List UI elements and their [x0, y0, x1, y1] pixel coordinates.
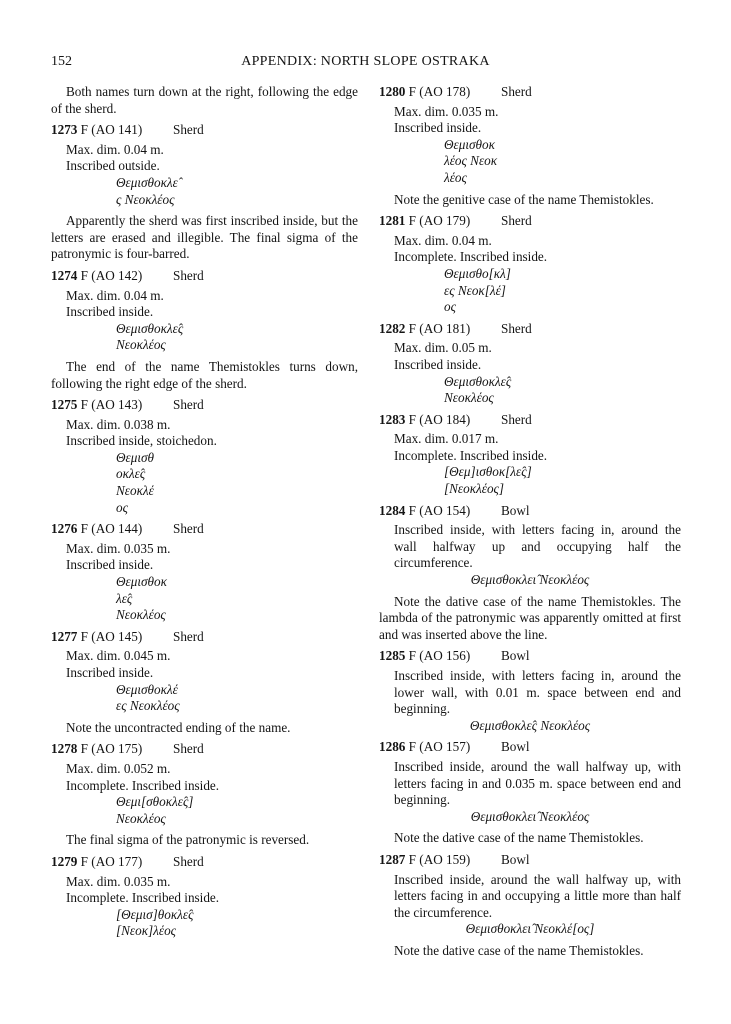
- object-type: Sherd: [501, 411, 532, 427]
- inventory-number: F (AO 181): [408, 320, 471, 336]
- entry-heading: [51, 397, 358, 414]
- inscription-line: ος: [116, 499, 128, 515]
- inventory-number: F (AO 156): [408, 648, 471, 664]
- entry-number: 1286: [379, 739, 406, 755]
- entry-number: 1274: [51, 267, 78, 283]
- entry-number-and-inventory: [51, 397, 173, 414]
- inscription-line: Θεμισθοκ: [444, 136, 495, 152]
- object-type: Bowl: [501, 739, 530, 755]
- inscription-line: Θεμισθοκλέ: [116, 681, 178, 697]
- entry-heading: [379, 321, 681, 338]
- entry-number: 1282: [379, 320, 406, 336]
- entry-number: 1276: [51, 521, 78, 537]
- description-line: Inscribed inside.: [66, 665, 154, 680]
- inscription-line: [Θεμισ]θοκλε̂ς: [116, 906, 194, 922]
- description-line: Incomplete. Inscribed inside.: [66, 777, 220, 793]
- catalog-entry: [379, 213, 681, 316]
- inscription-line: Θεμισθοκλει̂ Νεοκλέ[ος]: [465, 921, 595, 937]
- inscription-line: Νεοκλέος: [116, 810, 166, 826]
- inventory-number: F (AO 159): [408, 851, 471, 867]
- description-text: Inscribed inside, with letters facing in, around the lower wall, with 0.01 m. space between end and beginning.: [394, 668, 681, 717]
- catalog-entry: [379, 412, 681, 498]
- inventory-number: F (AO 177): [80, 853, 143, 869]
- catalog-entry: [379, 739, 681, 825]
- object-type: Sherd: [173, 853, 204, 869]
- description-line: Max. dim. 0.05 m.: [394, 340, 492, 356]
- entry-heading: [51, 521, 358, 538]
- inscription-line: ες Νεοκ[λέ]: [444, 282, 506, 298]
- entry-heading: [379, 503, 681, 520]
- description-line: Max. dim. 0.035 m.: [66, 540, 171, 556]
- description-line: Max. dim. 0.052 m.: [66, 760, 171, 776]
- description-text: Inscribed inside, with letters facing in, around the wall halfway up and occupying half the circumference.: [394, 522, 681, 571]
- page-number: 152: [51, 54, 72, 69]
- entry-number: 1277: [51, 628, 78, 644]
- entry-number: 1287: [379, 851, 406, 867]
- description-line: Inscribed inside.: [66, 557, 154, 573]
- description-line: Max. dim. 0.038 m.: [66, 416, 171, 432]
- catalog-entry: [51, 122, 358, 208]
- entry-number-and-inventory: [379, 412, 501, 429]
- object-type: Sherd: [173, 741, 204, 757]
- object-type: Bowl: [501, 648, 530, 664]
- inscription-line: Νεοκλέ: [116, 483, 154, 499]
- description-line: Max. dim. 0.045 m.: [66, 648, 171, 664]
- description-line: Max. dim. 0.04 m.: [66, 141, 164, 157]
- inventory-number: F (AO 143): [80, 397, 143, 413]
- inscription-line: Θεμισθο[κλ]: [444, 265, 511, 281]
- inventory-number: F (AO 145): [80, 628, 143, 644]
- commentary-note: Apparently the sherd was first inscribed inside, but the letters are erased and illegible. The final sigma of the patronymic is four-barred.: [51, 213, 358, 262]
- inventory-number: F (AO 157): [408, 739, 471, 755]
- catalog-entry: [51, 629, 358, 715]
- entry-number: 1284: [379, 502, 406, 518]
- entry-number: 1285: [379, 648, 406, 664]
- entry-heading: [379, 84, 681, 101]
- inscription-line: Θεμισθοκλει̂ Νεοκλέος: [470, 808, 590, 824]
- object-type: Sherd: [173, 122, 204, 138]
- inscription-line: Θεμισθοκλε̂ς: [444, 373, 512, 389]
- entry-heading: [379, 213, 681, 230]
- object-type: Sherd: [501, 84, 532, 99]
- entry-heading: [379, 852, 681, 869]
- description-line: Inscribed outside.: [66, 158, 160, 174]
- catalog-entry: [379, 648, 681, 734]
- catalog-entry: [51, 397, 358, 516]
- description-line: Inscribed inside, stoichedon.: [66, 433, 217, 449]
- object-type: Bowl: [501, 851, 530, 867]
- entry-number: 1275: [51, 397, 78, 413]
- inventory-number: F (AO 141): [80, 122, 143, 138]
- description-text: Inscribed inside, around the wall halfway up, with letters facing in and 0.035 m. space between end and beginning.: [394, 758, 681, 808]
- entry-number: 1279: [51, 853, 78, 869]
- commentary-note: Note the dative case of the name Themistokles. The lambda of the patronymic was apparently omitted at first and was inserted above the line.: [379, 593, 681, 642]
- inscription-line: Θεμισθοκ: [116, 574, 167, 590]
- entry-number-and-inventory: [379, 739, 501, 756]
- object-type: Sherd: [173, 397, 204, 413]
- description-line: Incomplete. Inscribed inside.: [394, 447, 548, 463]
- inscription-line: ος: [444, 299, 456, 315]
- inscription-line: Θεμισθοκλε̂ς Νεοκλέος: [469, 717, 591, 733]
- entry-heading: [379, 739, 681, 756]
- commentary-note: Note the genitive case of the name Themistokles.: [394, 191, 654, 207]
- inventory-number: F (AO 142): [80, 267, 143, 283]
- entry-number: 1283: [379, 411, 406, 427]
- catalog-entry: [51, 741, 358, 827]
- entry-number: 1278: [51, 741, 78, 757]
- catalog-entry: [379, 852, 681, 938]
- entry-number-and-inventory: [379, 648, 501, 665]
- commentary-note: Note the uncontracted ending of the name.: [66, 719, 291, 735]
- description-text: Inscribed inside, around the wall halfway up, with letters facing in and occupying a little more than half the circumference.: [394, 871, 681, 920]
- inventory-number: F (AO 178): [408, 84, 471, 99]
- inscription-line: οκλε̂ς: [116, 466, 146, 482]
- inscription-line: Θεμισθ: [116, 449, 154, 465]
- description-line: Max. dim. 0.04 m.: [66, 287, 164, 303]
- entry-number-and-inventory: [379, 213, 501, 230]
- entry-heading: [379, 648, 681, 665]
- entry-number-and-inventory: [51, 854, 173, 871]
- entry-heading: [51, 122, 358, 139]
- inscription-line: [Νεοκλέος]: [444, 481, 505, 497]
- entry-number-and-inventory: [51, 122, 173, 139]
- inscription-line: λέος: [444, 169, 467, 185]
- entry-number-and-inventory: [51, 268, 173, 285]
- inscription-line: Νεοκλέος: [444, 390, 494, 406]
- inventory-number: F (AO 144): [80, 521, 143, 537]
- description-line: Max. dim. 0.017 m.: [394, 431, 499, 447]
- description-line: Inscribed inside.: [394, 120, 482, 136]
- catalog-entry: [379, 503, 681, 589]
- catalog-entry: [51, 268, 358, 354]
- description-line: Max. dim. 0.035 m.: [394, 103, 499, 119]
- entry-heading: [51, 268, 358, 285]
- object-type: Bowl: [501, 502, 530, 518]
- inscription-line: Θεμισθοκλει̂ Νεοκλέος: [470, 572, 590, 588]
- commentary-note: The final sigma of the patronymic is reversed.: [66, 832, 310, 848]
- entry-number-and-inventory: [379, 503, 501, 520]
- inscription-line: Θεμι[σθοκλε̂ς]: [116, 794, 194, 810]
- entry-number-and-inventory: [51, 521, 173, 538]
- object-type: Sherd: [501, 320, 532, 336]
- inscription-line: [Θεμ]ισθοκ[λε̂ς]: [444, 464, 532, 480]
- description-line: Max. dim. 0.04 m.: [394, 232, 492, 248]
- inventory-number: F (AO 179): [408, 213, 471, 229]
- inscription-line: λέος Νεοκ: [444, 153, 498, 169]
- catalog-entry: [379, 84, 681, 187]
- description-line: Incomplete. Inscribed inside.: [394, 249, 548, 265]
- inscription-line: λε̂ς: [116, 590, 133, 606]
- entry-number: 1280: [379, 84, 406, 99]
- inscription-line: ς Νεοκλέος: [116, 191, 175, 207]
- description-line: Inscribed inside.: [394, 356, 482, 372]
- entry-heading: [51, 741, 358, 758]
- inscription-line: ες Νεοκλέος: [116, 698, 180, 714]
- inventory-number: F (AO 154): [408, 502, 471, 518]
- object-type: Sherd: [173, 628, 204, 644]
- intro-note: Both names turn down at the right, following the edge of the sherd.: [51, 84, 358, 116]
- inscription-line: Θεμισθοκλε̂: [116, 174, 178, 190]
- entry-number-and-inventory: [51, 741, 173, 758]
- entry-number: 1281: [379, 213, 406, 229]
- commentary-note: The end of the name Themistokles turns down, following the right edge of the sherd.: [51, 358, 358, 391]
- object-type: Sherd: [173, 521, 204, 537]
- entry-heading: [51, 854, 358, 871]
- entry-number-and-inventory: [379, 852, 501, 869]
- inscription-line: [Νεοκ]λέος: [116, 923, 177, 939]
- inventory-number: F (AO 184): [408, 411, 471, 427]
- entry-number-and-inventory: [51, 629, 173, 646]
- commentary-note: Note the dative case of the name Themistokles.: [394, 942, 644, 958]
- left-column: [51, 84, 358, 945]
- entry-heading: [379, 412, 681, 429]
- object-type: Sherd: [173, 267, 204, 283]
- entry-number: 1273: [51, 122, 78, 138]
- inscription-line: Θεμισθοκλε̂ς: [116, 320, 184, 336]
- entry-number-and-inventory: [379, 84, 501, 101]
- description-line: Max. dim. 0.035 m.: [66, 873, 171, 889]
- catalog-entry: [51, 854, 358, 940]
- right-column: [379, 84, 681, 965]
- running-head: APPENDIX: NORTH SLOPE OSTRAKA: [241, 54, 490, 69]
- description-line: Incomplete. Inscribed inside.: [66, 890, 220, 906]
- inventory-number: F (AO 175): [80, 741, 143, 757]
- entry-heading: [51, 629, 358, 646]
- commentary-note: Note the dative case of the name Themistokles.: [394, 830, 644, 846]
- catalog-entry: [379, 321, 681, 407]
- inscription-line: Νεοκλέος: [116, 337, 166, 353]
- description-line: Inscribed inside.: [66, 304, 154, 320]
- inscription-line: Νεοκλέος: [116, 607, 166, 623]
- object-type: Sherd: [501, 213, 532, 229]
- catalog-entry: [51, 521, 358, 624]
- entry-number-and-inventory: [379, 321, 501, 338]
